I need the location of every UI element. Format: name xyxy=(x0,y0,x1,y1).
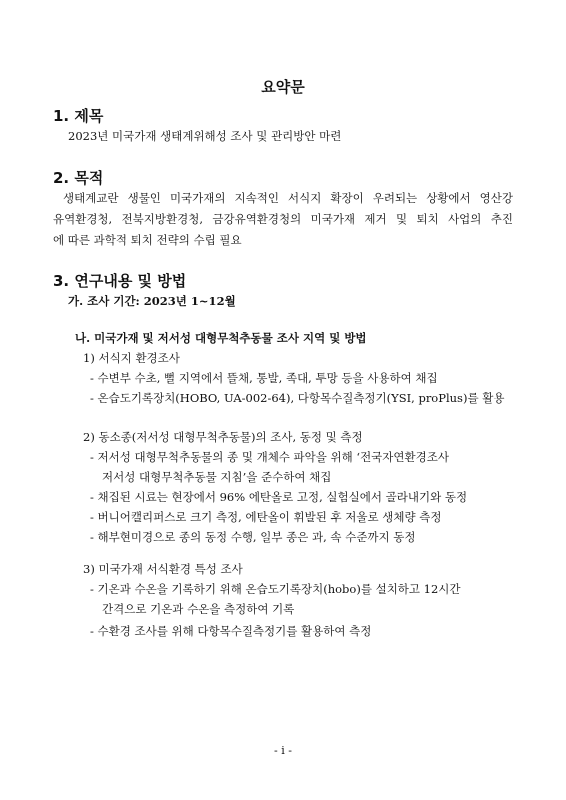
list-item-continuation: 저서성 대형무척추동물 지침’을 준수하여 채집 xyxy=(102,470,332,484)
page-title: 요약문 xyxy=(261,78,305,96)
list-item: - 버니어캘리퍼스로 크기 측정, 에탄올이 휘발된 후 저울로 생체량 측정 xyxy=(90,510,442,524)
section-2-line: 에 따른 과학적 퇴치 전략의 수립 필요 xyxy=(53,233,242,247)
list-item-continuation: 간격으로 기온과 수온을 측정하여 기록 xyxy=(102,602,295,616)
page-number: - i - xyxy=(274,744,292,757)
sub2-heading: 2) 동소종(저서성 대형무척추동물)의 조사, 동정 및 측정 xyxy=(83,430,363,444)
sub3-heading: 3) 미국가재 서식환경 특성 조사 xyxy=(83,562,243,576)
sub1-heading: 1) 서식지 환경조사 xyxy=(83,351,180,365)
list-item: - 기온과 수온을 기록하기 위해 온습도기록장치(hobo)를 설치하고 12시간 xyxy=(90,582,461,596)
list-item: - 해부현미경으로 종의 동정 수행, 일부 종은 과, 속 수준까지 동정 xyxy=(90,530,416,544)
section-1-body: 2023년 미국가재 생태계위해성 조사 및 관리방안 마련 xyxy=(68,129,342,143)
list-item: - 저서성 대형무척추동물의 종 및 개체수 파악을 위해 ‘전국자연환경조사 xyxy=(90,450,449,464)
section-2-heading: 2. 목적 xyxy=(53,169,104,187)
list-item: - 채집된 시료는 현장에서 96% 에탄올로 고정, 실험실에서 골라내기와 동정 xyxy=(90,490,468,504)
list-item: - 온습도기록장치(HOBO, UA-002-64), 다항목수질측정기(YSI, proPlus)를 활용 xyxy=(90,391,505,405)
section-3-heading: 3. 연구내용 및 방법 xyxy=(53,272,187,290)
subsection-na-heading: 나. 미국가재 및 저서성 대형무척추동물 조사 지역 및 방법 xyxy=(75,331,367,345)
list-item: - 수변부 수초, 뻘 지역에서 뜰채, 통발, 족대, 투망 등을 사용하여 채집 xyxy=(90,371,438,385)
section-2-line: 유역환경청, 전북지방환경청, 금강유역환경청의 미국가재 제거 및 퇴치 사업의 추진 xyxy=(53,212,513,226)
survey-period: 가. 조사 기간: 2023년 1~12월 xyxy=(68,294,236,308)
section-1-heading: 1. 제목 xyxy=(53,107,104,125)
section-2-line: 생태계교란 생물인 미국가재의 지속적인 서식지 확장이 우려되는 상황에서 영산강 xyxy=(63,191,513,205)
list-item: - 수환경 조사를 위해 다항목수질측정기를 활용하여 측정 xyxy=(90,624,372,638)
